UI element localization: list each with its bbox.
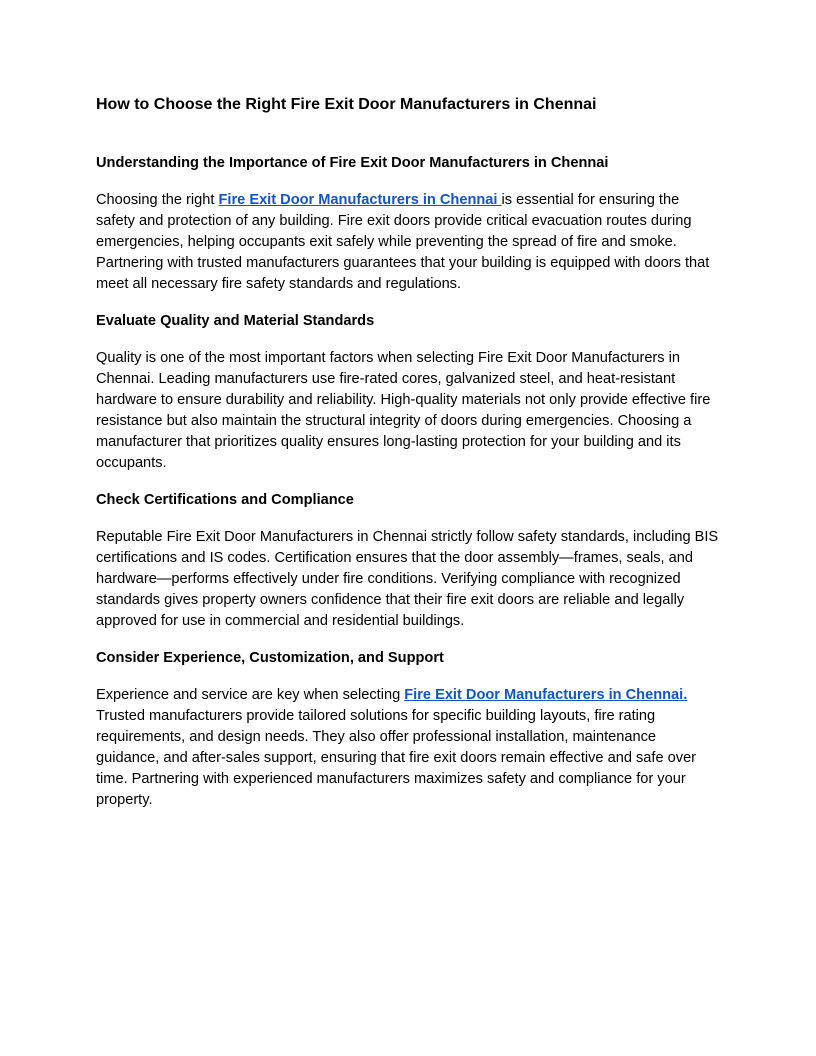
section-heading-quality: Evaluate Quality and Material Standards [96,313,375,329]
section-paragraph-quality: Quality is one of the most important factors when selecting Fire Exit Door Manufacturers in Chennai. Leading manufacturers use fire-rated cores, galvanized steel, and heat-resistant hardware to ensure durability and reliability. High-quality materials not only provide effective fire resistance but also maintain the structural integrity of doors during emergencies. Choosing a manufacturer that prioritizes quality ensures long-lasting protection for your building and its occupants. [96,350,711,471]
section-paragraph-certifications: Reputable Fire Exit Door Manufacturers in Chennai strictly follow safety standards, including BIS certifications and IS codes. Certification ensures that the door assembly—frames, seals, and hardware—performs effectively under fire conditions. Verifying compliance with recognized standards gives property owners confidence that their fire exit doors are reliable and legally approved for use in commercial and residential buildings. [96,529,719,629]
section-heading-experience: Consider Experience, Customization, and Support [96,650,444,666]
section-paragraph-importance [96,190,722,295]
manufacturers-link[interactable]: Fire Exit Door Manufacturers in Chennai [218,192,502,208]
paragraph-text: Trusted manufacturers provide tailored solutions for specific building layouts, fire rating requirements, and design needs. They also offer professional installation, maintenance guidance, and after-sales support, ensuring that fire exit doors remain effective and safe over time. Partnering with experienced manufacturers maximizes safety and compliance for your property. [96,708,697,808]
paragraph-text: Experience and service are key when selecting [96,687,405,703]
paragraph-text: Choosing the right [96,192,219,208]
document-title: How to Choose the Right Fire Exit Door Manufacturers in Chennai [96,96,597,113]
section-paragraph-experience [96,685,722,811]
section-heading-certifications: Check Certifications and Compliance [96,492,354,508]
document-page [96,94,722,811]
section-heading-importance: Understanding the Importance of Fire Exit Door Manufacturers in Chennai [96,155,609,171]
manufacturers-link[interactable]: Fire Exit Door Manufacturers in Chennai. [404,687,688,703]
paragraph-text: is essential for ensuring the safety and protection of any building. Fire exit doors provide critical evacuation routes during emergencies, helping occupants exit safely while preventing the spread of fire and smoke. Partnering with trusted manufacturers guarantees that your building is equipped with doors that meet all necessary fire safety standards and regulations. [96,192,710,292]
